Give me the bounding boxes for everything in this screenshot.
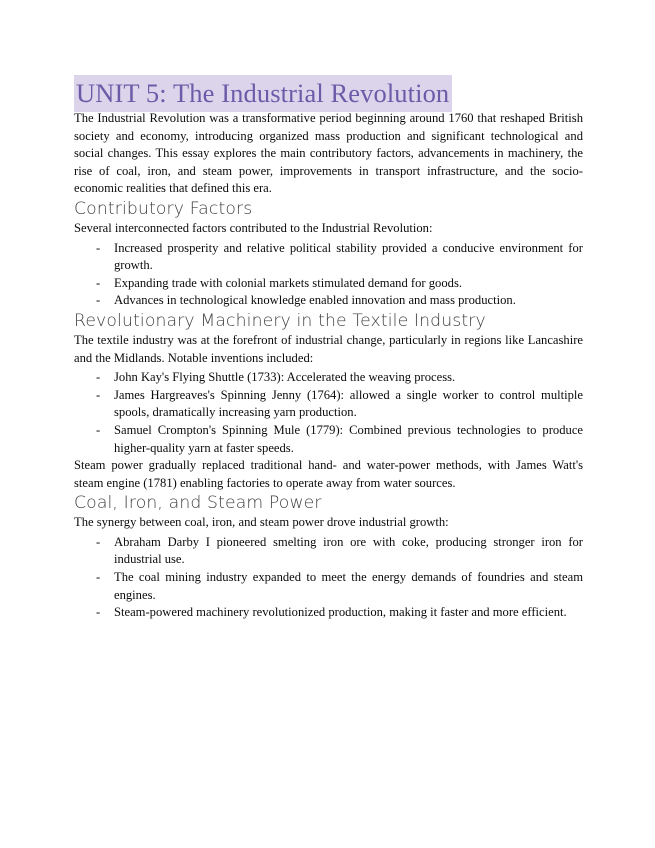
page-title-highlight: UNIT 5: The Industrial Revolution <box>74 75 452 112</box>
section-lead-contributory-factors: Several interconnected factors contributed to the Industrial Revolution: <box>74 220 433 235</box>
bullet-marker-icon: - <box>96 275 101 290</box>
bullet-marker-icon: - <box>96 605 101 620</box>
list-item-label: The coal mining industry expanded to meet the energy demands of foundries and steam engines. <box>114 570 583 602</box>
list-item-label: Samuel Crompton's Spinning Mule (1779): Combined previous technologies to produce higher-quality yarn at faster speeds. <box>114 422 583 455</box>
list-item <box>74 275 583 293</box>
section-heading-revolutionary-machinery: Revolutionary Machinery in the Textile Industry <box>74 310 486 331</box>
list-item <box>74 240 583 275</box>
intro-paragraph: The Industrial Revolution was a transformative period beginning around 1760 that reshaped British society and economy, introducing organized mass production and significant technological and social changes. This essay explores the main contributory factors, advancements in machinery, the rise of coal, iron, and steam power, improvements in transport infrastructure, and the socio-economic realities that defined this era. <box>74 111 583 196</box>
list-item <box>74 604 583 622</box>
list-item <box>74 292 583 310</box>
bullet-list-contributory-factors <box>74 240 583 310</box>
bullet-list-revolutionary-machinery <box>74 369 583 457</box>
list-item-label: John Kay's Flying Shuttle (1733): Accelerated the weaving process. <box>114 370 456 385</box>
bullet-marker-icon: - <box>96 387 101 402</box>
bullet-marker-icon: - <box>96 370 101 385</box>
section-lead-revolutionary-machinery: The textile industry was at the forefront of industrial change, particularly in regions like Lancashire and the Midlands. Notable inventions included: <box>74 332 583 365</box>
bullet-marker-icon: - <box>96 422 101 437</box>
section-heading-contributory-factors: Contributory Factors <box>74 198 253 219</box>
bullet-list-coal-iron-steam <box>74 534 583 622</box>
list-item <box>74 369 583 387</box>
list-item-label: Abraham Darby I pioneered smelting iron ore with coke, producing stronger iron for industrial use. <box>114 534 583 567</box>
list-item-label: Expanding trade with colonial markets stimulated demand for goods. <box>114 275 462 290</box>
bullet-marker-icon: - <box>96 534 101 549</box>
list-item-label: James Hargreaves's Spinning Jenny (1764): allowed a single worker to control multiple spools, dramatically increasing yarn production. <box>114 387 583 420</box>
list-item <box>74 569 583 604</box>
list-item <box>74 422 583 457</box>
section-lead-coal-iron-steam: The synergy between coal, iron, and steam power drove industrial growth: <box>74 515 449 530</box>
list-item-label: Increased prosperity and relative political stability provided a conducive environment for growth. <box>114 240 583 273</box>
bullet-marker-icon: - <box>96 570 101 585</box>
page-title <box>74 77 583 110</box>
section-closing-revolutionary-machinery: Steam power gradually replaced traditional hand- and water-power methods, with James Watt's steam engine (1781) enabling factories to operate away from water sources. <box>74 458 583 490</box>
list-item <box>74 534 583 569</box>
list-item-label: Steam-powered machinery revolutionized production, making it faster and more efficient. <box>114 605 567 620</box>
bullet-marker-icon: - <box>96 240 101 255</box>
list-item-label: Advances in technological knowledge enabled innovation and mass production. <box>114 293 516 308</box>
bullet-marker-icon: - <box>96 293 101 308</box>
section-heading-coal-iron-steam: Coal, Iron, and Steam Power <box>74 493 322 514</box>
list-item <box>74 387 583 422</box>
